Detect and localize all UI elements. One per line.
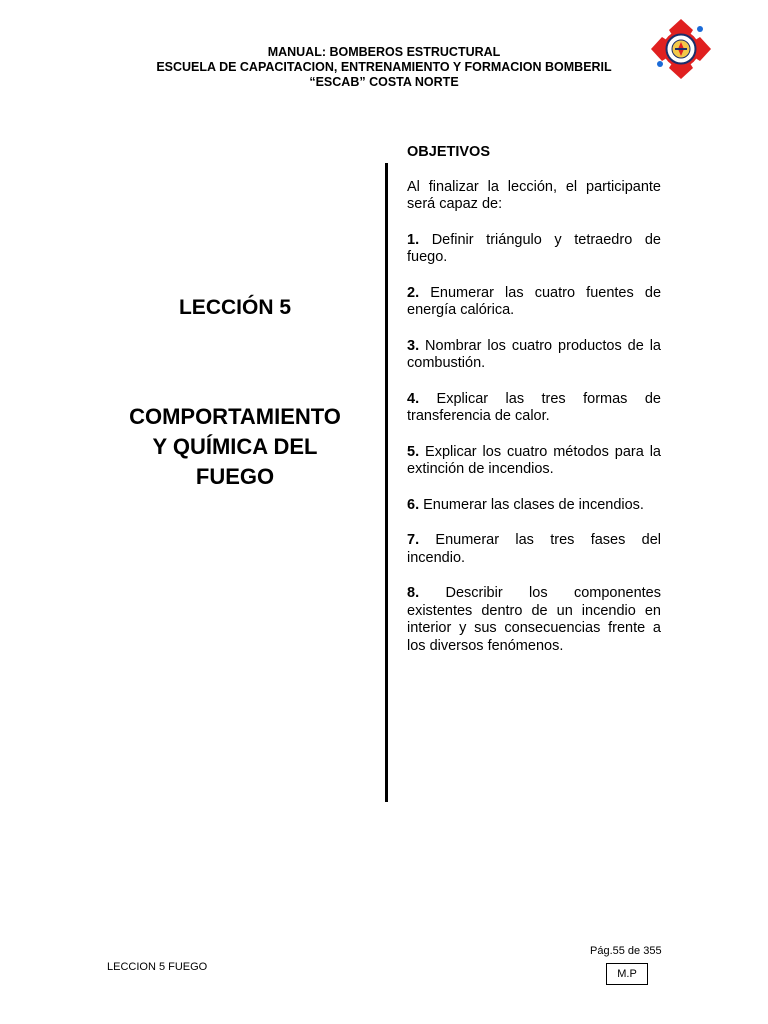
topic-line: Y QUÍMICA DEL	[152, 434, 318, 459]
objective-text: Describir los componentes existentes dentro de un incendio en interior y sus consecuencias frente a los diversos fenómenos.	[407, 585, 661, 654]
objective-text: Enumerar las cuatro fuentes de energía calórica.	[407, 284, 662, 318]
objective-number: 8.	[407, 585, 420, 601]
objective-item	[407, 285, 661, 320]
objective-item	[407, 232, 661, 267]
objective-item	[407, 444, 661, 479]
objective-text: Nombrar los cuatro productos de la combustión.	[407, 337, 661, 371]
objective-item	[407, 532, 661, 567]
objective-number: 4.	[407, 390, 420, 407]
header-school-code: “ESCAB” COSTA NORTE	[309, 75, 459, 89]
objective-item	[407, 338, 661, 373]
objective-item	[407, 585, 661, 655]
lesson-number: LECCIÓN 5	[178, 296, 291, 319]
objective-text: Enumerar las tres fases del incendio.	[407, 532, 661, 566]
objective-number: 2.	[407, 284, 420, 301]
topic-line: FUEGO	[195, 464, 275, 489]
firefighter-emblem-icon	[648, 16, 714, 82]
objective-number: 7.	[407, 532, 420, 548]
document-header	[100, 45, 668, 90]
objective-item	[407, 391, 661, 426]
author-initials-box: M.P	[606, 963, 648, 985]
header-manual-title: MANUAL: BOMBEROS ESTRUCTURAL	[267, 45, 501, 59]
objective-number: 3.	[407, 337, 420, 354]
objective-number: 5.	[407, 443, 420, 460]
objective-text: Explicar los cuatro métodos para la extinción de incendios.	[407, 443, 661, 477]
lesson-topic	[104, 402, 366, 492]
footer-lesson-label: LECCION 5 FUEGO	[107, 961, 208, 973]
objective-text: Definir triángulo y tetraedro de fuego.	[407, 231, 661, 265]
objectives-section	[407, 144, 661, 673]
objective-text: Enumerar las clases de incendios.	[423, 496, 644, 513]
topic-line: COMPORTAMIENTO	[129, 404, 341, 429]
objectives-intro: Al finalizar la lección, el participante será capaz de:	[407, 178, 661, 212]
objective-number: 6.	[407, 496, 420, 513]
page-number: Pág.55 de 355	[590, 945, 662, 957]
vertical-divider	[385, 163, 388, 802]
objective-number: 1.	[407, 231, 420, 248]
objectives-title: OBJETIVOS	[407, 144, 490, 160]
header-school-name: ESCUELA DE CAPACITACION, ENTRENAMIENTO Y FORMACION BOMBERIL	[156, 60, 612, 74]
objective-text: Explicar las tres formas de transferencia de calor.	[407, 390, 661, 424]
objective-item	[407, 497, 661, 515]
